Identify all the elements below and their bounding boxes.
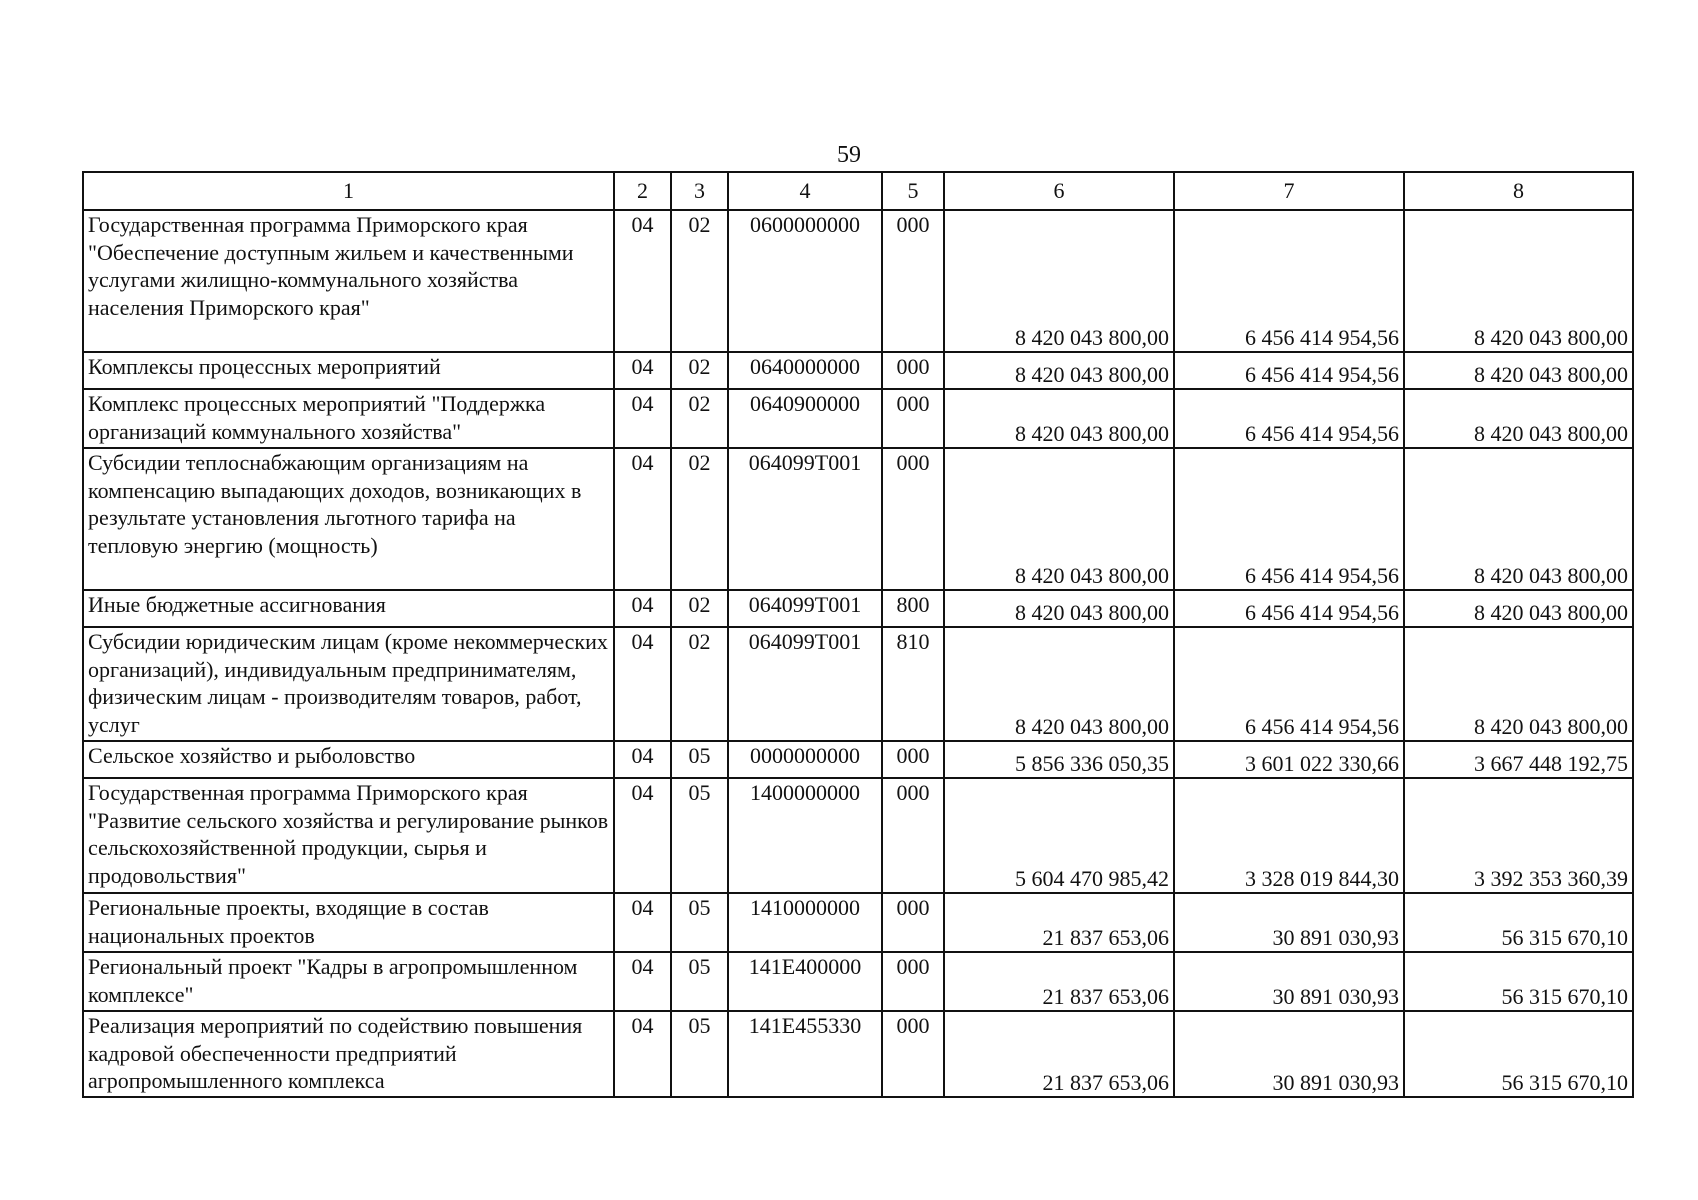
expense-type-code: 000 [882, 210, 944, 352]
target-article-code: 141Е455330 [728, 1011, 882, 1097]
amount-column-7: 3 328 019 844,30 [1174, 778, 1404, 893]
expense-type-code: 000 [882, 778, 944, 893]
row-name: Реализация мероприятий по содействию повышения кадровой обеспеченности предприятий агропромышленного комплекса [83, 1011, 614, 1097]
amount-column-8: 3 667 448 192,75 [1404, 741, 1633, 778]
amount-column-6: 5 856 336 050,35 [944, 741, 1174, 778]
amount-column-7: 6 456 414 954,56 [1174, 448, 1404, 590]
row-name: Субсидии теплоснабжающим организациям на компенсацию выпадающих доходов, возникающих в результате установления льготного тарифа на тепловую энергию (мощность) [83, 448, 614, 590]
section-code: 04 [614, 1011, 671, 1097]
section-code: 04 [614, 210, 671, 352]
expense-type-code: 810 [882, 627, 944, 741]
expense-type-code: 000 [882, 448, 944, 590]
section-code: 04 [614, 778, 671, 893]
section-code: 04 [614, 741, 671, 778]
amount-column-6: 21 837 653,06 [944, 893, 1174, 952]
expense-type-code: 000 [882, 952, 944, 1011]
amount-column-7: 30 891 030,93 [1174, 893, 1404, 952]
amount-column-7: 30 891 030,93 [1174, 1011, 1404, 1097]
amount-column-7: 6 456 414 954,56 [1174, 389, 1404, 448]
row-name: Региональные проекты, входящие в состав национальных проектов [83, 893, 614, 952]
expense-type-code: 000 [882, 352, 944, 389]
row-name: Комплекс процессных мероприятий "Поддержка организаций коммунального хозяйства" [83, 389, 614, 448]
amount-column-8: 56 315 670,10 [1404, 952, 1633, 1011]
table-row [83, 210, 1633, 352]
section-code: 04 [614, 952, 671, 1011]
column-header-7: 7 [1174, 172, 1404, 210]
subsection-code: 05 [671, 893, 728, 952]
table-row [83, 352, 1633, 389]
target-article-code: 0000000000 [728, 741, 882, 778]
amount-column-7: 6 456 414 954,56 [1174, 590, 1404, 627]
row-name: Комплексы процессных мероприятий [83, 352, 614, 389]
amount-column-8: 8 420 043 800,00 [1404, 389, 1633, 448]
amount-column-6: 8 420 043 800,00 [944, 590, 1174, 627]
amount-column-7: 6 456 414 954,56 [1174, 352, 1404, 389]
amount-column-8: 56 315 670,10 [1404, 1011, 1633, 1097]
subsection-code: 05 [671, 741, 728, 778]
target-article-code: 064099Т001 [728, 627, 882, 741]
row-name: Региональный проект "Кадры в агропромышленном комплексе" [83, 952, 614, 1011]
amount-column-6: 8 420 043 800,00 [944, 352, 1174, 389]
expense-type-code: 000 [882, 893, 944, 952]
amount-column-7: 6 456 414 954,56 [1174, 210, 1404, 352]
table-row [83, 778, 1633, 893]
column-header-2: 2 [614, 172, 671, 210]
subsection-code: 02 [671, 210, 728, 352]
amount-column-7: 6 456 414 954,56 [1174, 627, 1404, 741]
row-name: Государственная программа Приморского края "Развитие сельского хозяйства и регулирование рынков сельскохозяйственной продукции, сырья и продовольствия" [83, 778, 614, 893]
target-article-code: 0640000000 [728, 352, 882, 389]
table-row [83, 741, 1633, 778]
section-code: 04 [614, 448, 671, 590]
target-article-code: 064099Т001 [728, 590, 882, 627]
subsection-code: 02 [671, 448, 728, 590]
amount-column-8: 8 420 043 800,00 [1404, 448, 1633, 590]
column-header-5: 5 [882, 172, 944, 210]
amount-column-8: 3 392 353 360,39 [1404, 778, 1633, 893]
row-name: Государственная программа Приморского края "Обеспечение доступным жильем и качественными услугами жилищно-коммунального хозяйства населения Приморского края" [83, 210, 614, 352]
amount-column-8: 8 420 043 800,00 [1404, 210, 1633, 352]
target-article-code: 1400000000 [728, 778, 882, 893]
budget-table [82, 171, 1634, 1098]
expense-type-code: 000 [882, 741, 944, 778]
target-article-code: 064099Т001 [728, 448, 882, 590]
column-header-8: 8 [1404, 172, 1633, 210]
column-header-4: 4 [728, 172, 882, 210]
row-name: Иные бюджетные ассигнования [83, 590, 614, 627]
amount-column-6: 8 420 043 800,00 [944, 627, 1174, 741]
section-code: 04 [614, 352, 671, 389]
page-number: 59 [837, 142, 861, 168]
section-code: 04 [614, 893, 671, 952]
subsection-code: 05 [671, 952, 728, 1011]
subsection-code: 02 [671, 389, 728, 448]
table-row [83, 627, 1633, 741]
section-code: 04 [614, 627, 671, 741]
column-header-1: 1 [83, 172, 614, 210]
header-row [83, 172, 1633, 210]
subsection-code: 02 [671, 352, 728, 389]
amount-column-8: 8 420 043 800,00 [1404, 352, 1633, 389]
target-article-code: 141Е400000 [728, 952, 882, 1011]
amount-column-6: 21 837 653,06 [944, 952, 1174, 1011]
subsection-code: 02 [671, 627, 728, 741]
table-row [83, 952, 1633, 1011]
subsection-code: 05 [671, 1011, 728, 1097]
table-row [83, 893, 1633, 952]
expense-type-code: 000 [882, 389, 944, 448]
target-article-code: 0640900000 [728, 389, 882, 448]
row-name: Субсидии юридическим лицам (кроме некоммерческих организаций), индивидуальным предпринимателям, физическим лицам - производителям товаров, работ, услуг [83, 627, 614, 741]
target-article-code: 0600000000 [728, 210, 882, 352]
column-header-6: 6 [944, 172, 1174, 210]
amount-column-6: 5 604 470 985,42 [944, 778, 1174, 893]
subsection-code: 02 [671, 590, 728, 627]
amount-column-7: 3 601 022 330,66 [1174, 741, 1404, 778]
expense-type-code: 800 [882, 590, 944, 627]
target-article-code: 1410000000 [728, 893, 882, 952]
amount-column-8: 8 420 043 800,00 [1404, 590, 1633, 627]
table-row [83, 1011, 1633, 1097]
expense-type-code: 000 [882, 1011, 944, 1097]
table-row [83, 590, 1633, 627]
table-row [83, 448, 1633, 590]
subsection-code: 05 [671, 778, 728, 893]
table-row [83, 389, 1633, 448]
section-code: 04 [614, 389, 671, 448]
row-name: Сельское хозяйство и рыболовство [83, 741, 614, 778]
column-header-3: 3 [671, 172, 728, 210]
amount-column-6: 8 420 043 800,00 [944, 389, 1174, 448]
amount-column-6: 21 837 653,06 [944, 1011, 1174, 1097]
amount-column-6: 8 420 043 800,00 [944, 210, 1174, 352]
amount-column-7: 30 891 030,93 [1174, 952, 1404, 1011]
amount-column-8: 8 420 043 800,00 [1404, 627, 1633, 741]
section-code: 04 [614, 590, 671, 627]
amount-column-6: 8 420 043 800,00 [944, 448, 1174, 590]
amount-column-8: 56 315 670,10 [1404, 893, 1633, 952]
